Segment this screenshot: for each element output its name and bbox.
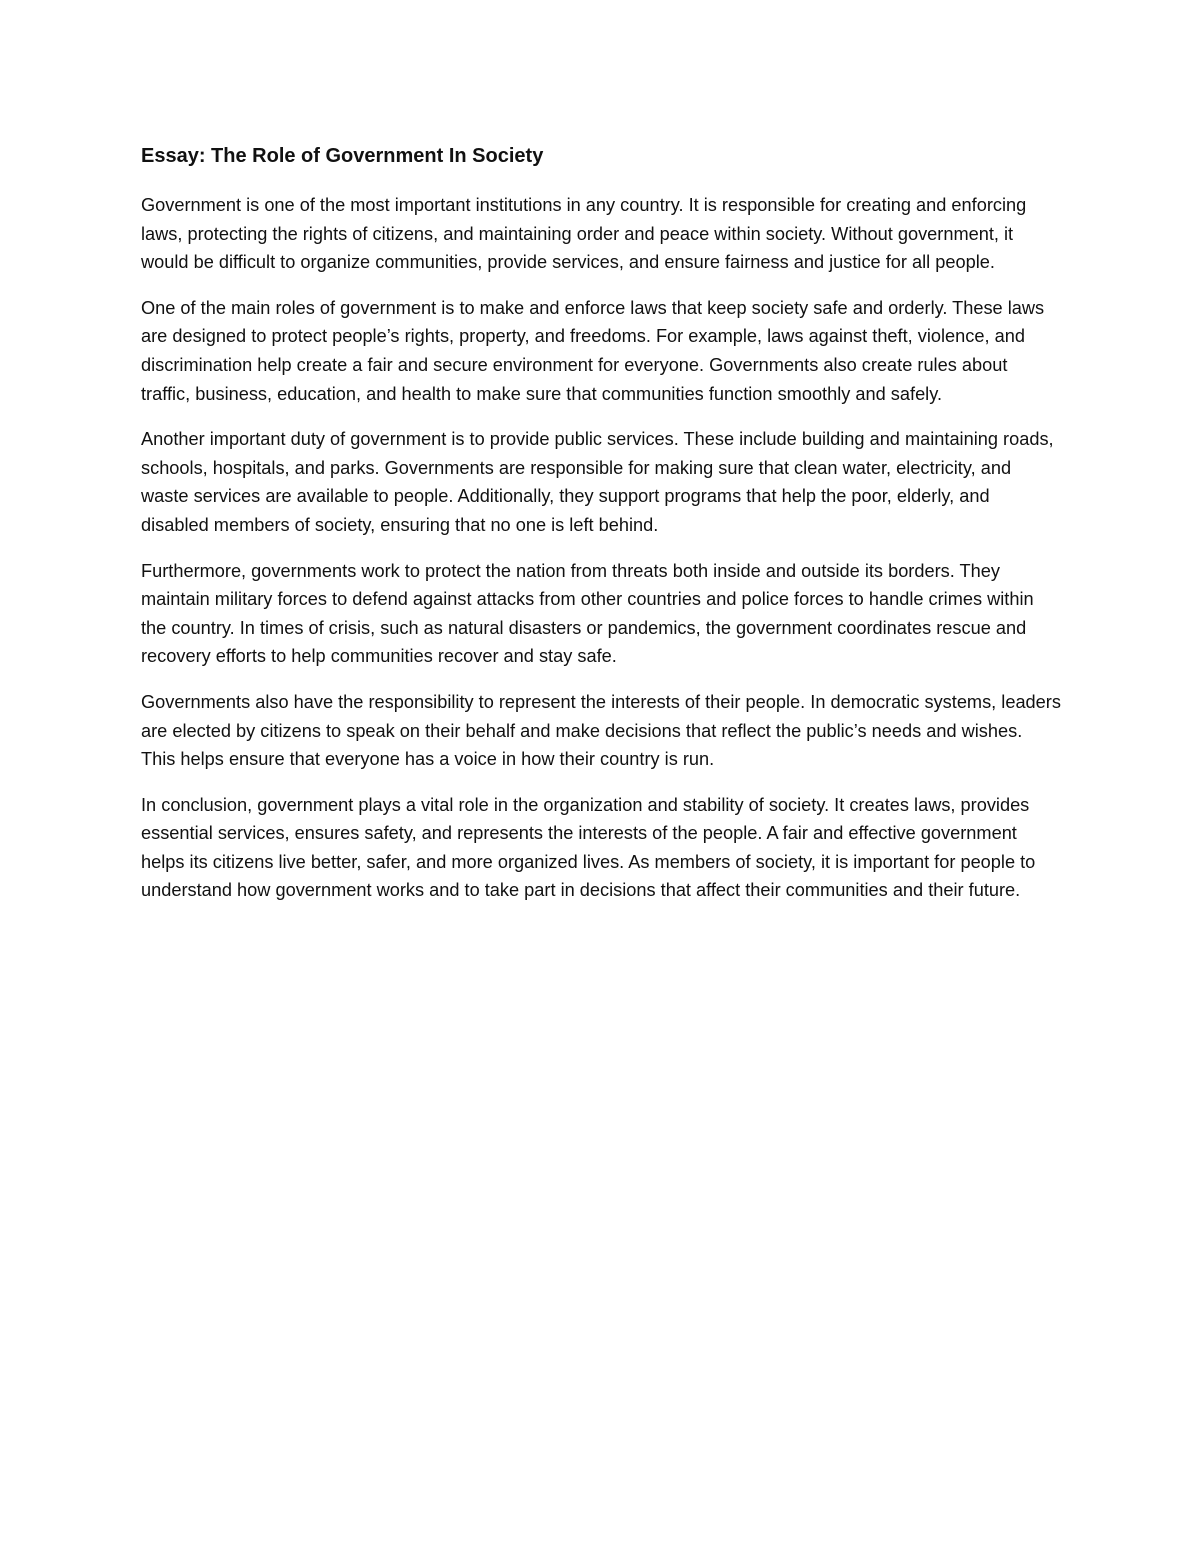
essay-title: Essay: The Role of Government In Society xyxy=(141,145,544,167)
essay-paragraph-public-services: Another important duty of government is to provide public services. These include building and maintaining roads, schools, hospitals, and parks. Governments are responsible for making sure that clean water, electricity, and waste services are available to people. Additionally, they support programs that help the poor, elderly, and disabled members of society, ensuring that no one is left behind. xyxy=(141,429,1054,535)
essay-paragraph-introduction: Government is one of the most important institutions in any country. It is responsible for creating and enforcing laws, protecting the rights of citizens, and maintaining order and peace within society. Without government, it would be difficult to organize communities, provide services, and ensure fairness and justice for all people. xyxy=(141,195,1027,273)
essay-paragraph-protection: Furthermore, governments work to protect the nation from threats both inside and outside its borders. They maintain military forces to defend against attacks from other countries and police forces to handle crimes within the country. In times of crisis, such as natural disasters or pandemics, the government coordinates rescue and recovery efforts to help communities recover and stay safe. xyxy=(141,560,1034,667)
essay-paragraph-conclusion: In conclusion, government plays a vital role in the organization and stability of society. It creates laws, provides essential services, ensures safety, and represents the interests of the people. A fair and effective government helps its citizens live better, safer, and more organized lives. As members of society, it is important for people to understand how government works and to take part in decisions that affect their communities and their future. xyxy=(141,794,1036,901)
essay-body xyxy=(141,142,1061,922)
essay-paragraph-representation: Governments also have the responsibility to represent the interests of their people. In democratic systems, leaders are elected by citizens to speak on their behalf and make decisions that reflect the public’s needs and wishes. This helps ensure that everyone has a voice in how their country is run. xyxy=(141,691,1061,770)
essay-paragraph-laws: One of the main roles of government is to make and enforce laws that keep society safe and orderly. These laws are designed to protect people’s rights, property, and freedoms. For example, laws against theft, violence, and discrimination help create a fair and secure environment for everyone. Governments also create rules about traffic, business, education, and health to make sure that communities function smoothly and safely. xyxy=(141,297,1045,404)
